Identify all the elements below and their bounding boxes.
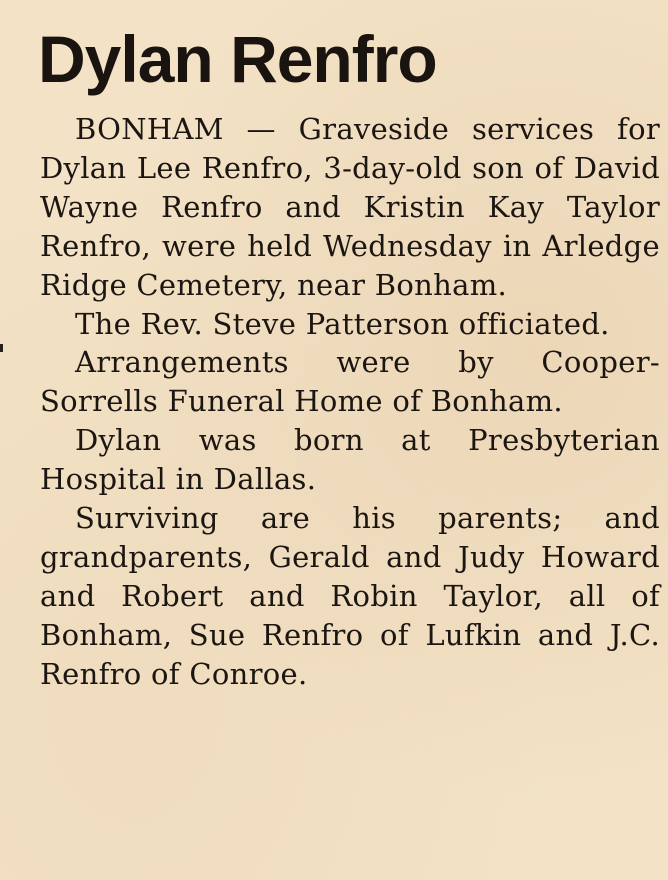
- paragraph-arrangements: Arrangements were by Cooper-Sorrells Funeral Home of Bonham.: [40, 345, 660, 419]
- edge-mark: [0, 344, 3, 352]
- paragraph-survivors: Surviving are his parents; and grandparents, Gerald and Judy Howard and Robert and Robin Taylor, all of Bonham, Sue Renfro of Lufkin and J.C. Renfro of Conroe.: [40, 501, 660, 691]
- obituary-headline: Dylan Renfro: [38, 22, 437, 96]
- paragraph-officiant: The Rev. Steve Patterson officiated.: [75, 306, 610, 341]
- services-text: Graveside services for Dylan Lee Renfro, 3-day-old son of David Wayne Renfro and Kristin Kay Taylor Renfro, were held Wednesday in Arledge Ridge Cemetery, near Bonham.: [40, 112, 660, 302]
- paragraph-services: [40, 110, 660, 305]
- paragraph-birthplace: Dylan was born at Presbyterian Hospital in Dallas.: [40, 423, 660, 497]
- obituary-body: [40, 110, 660, 694]
- dateline: BONHAM —: [75, 112, 276, 146]
